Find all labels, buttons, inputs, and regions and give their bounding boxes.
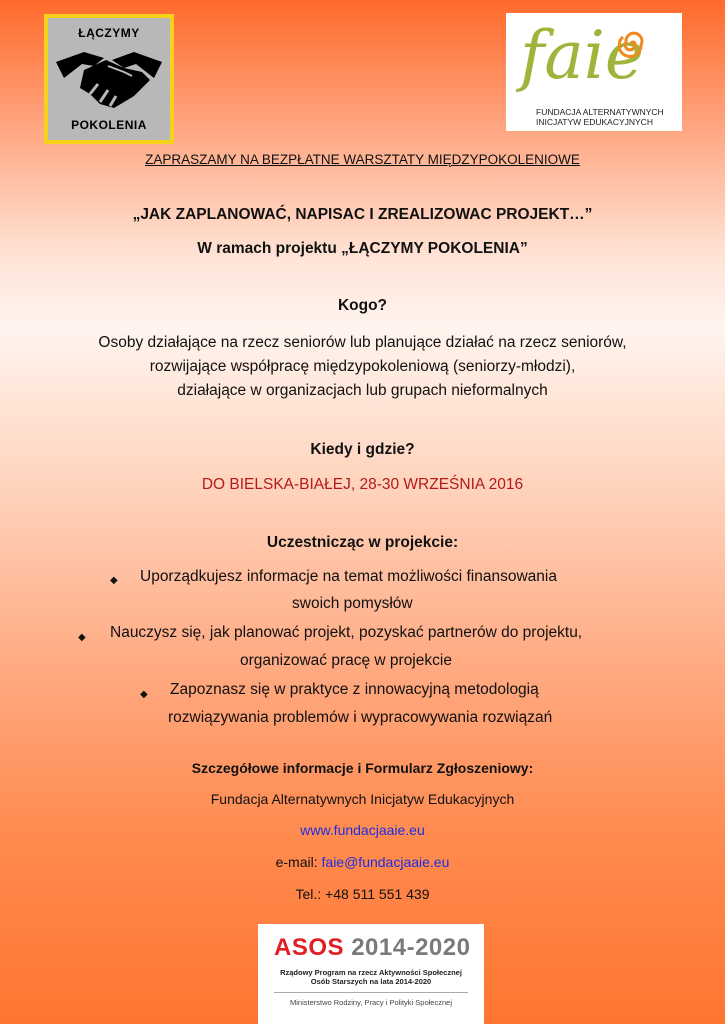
who-line: rozwijające współpracę międzypokoleniową (seniorzy-młodzi), xyxy=(149,358,576,375)
bullet-icon: ◆ xyxy=(110,575,118,586)
email-row xyxy=(0,854,725,870)
benefit-1-line-2: swoich pomysłów xyxy=(292,595,413,612)
contact-heading: Szczegółowe informacje i Formularz Zgłoszeniowy: xyxy=(191,760,534,776)
intro-text: ZAPRASZAMY NA BEZPŁATNE WARSZTATY MIĘDZYPOKOLENIOWE xyxy=(145,152,580,167)
asos-program-name xyxy=(258,968,484,986)
asos-ministry: Ministerstwo Rodziny, Pracy i Polityki Społecznej xyxy=(289,998,452,1007)
phone-number: Tel.: +48 511 551 439 xyxy=(295,886,430,902)
faie-logo-subtitle xyxy=(536,107,664,127)
handshake-icon xyxy=(54,44,164,116)
benefit-3-line-2: rozwiązywania problemów i wypracowywania rozwiązań xyxy=(168,709,553,726)
asos-title xyxy=(274,934,470,962)
website-link-row xyxy=(0,822,725,838)
who-line: Osoby działające na rzecz seniorów lub planujące działać na rzecz seniorów, xyxy=(98,334,627,351)
who-description xyxy=(0,331,725,403)
faie-subtitle-line-1: FUNDACJA ALTERNATYWNYCH xyxy=(536,107,664,117)
asos-divider xyxy=(274,992,468,993)
website-link[interactable]: www.fundacjaaie.eu xyxy=(300,822,425,838)
when-heading: Kiedy i gdzie? xyxy=(310,441,415,458)
spiral-icon xyxy=(618,29,648,59)
contact-organization: Fundacja Alternatywnych Inicjatyw Edukacyjnych xyxy=(210,791,515,807)
email-link[interactable]: faie@fundacjaaie.eu xyxy=(321,854,450,870)
benefit-1-line-1: Uporządkujesz informacje na temat możliwości finansowania xyxy=(140,568,557,585)
benefit-2-line-1: Nauczysz się, jak planować projekt, pozyskać partnerów do projektu, xyxy=(110,624,583,641)
project-subtitle: W ramach projektu „ŁĄCZYMY POKOLENIA” xyxy=(197,240,528,257)
asos-line-2: Osób Starszych na lata 2014-2020 xyxy=(310,977,432,986)
bullet-icon: ◆ xyxy=(140,689,148,700)
faie-subtitle-line-2: INICJATYW EDUKACYJNYCH xyxy=(536,117,653,127)
email-label: e-mail: xyxy=(275,854,322,870)
asos-years: 2014-2020 xyxy=(351,934,471,961)
when-value: DO BIELSKA-BIAŁEJ, 28-30 WRZEŚNIA 2016 xyxy=(201,476,524,493)
logo-left-bottom-text: POKOLENIA xyxy=(71,118,147,132)
asos-logo xyxy=(258,924,484,1024)
workshop-title: „JAK ZAPLANOWAĆ, NAPISAC I ZREALIZOWAC PROJEKT…” xyxy=(132,206,593,223)
asos-name: ASOS xyxy=(274,934,345,961)
who-heading: Kogo? xyxy=(337,297,388,314)
who-line: działające w organizacjach lub grupach nieformalnych xyxy=(177,382,548,399)
benefit-2-line-2: organizować pracę w projekcie xyxy=(240,652,452,669)
benefit-3-line-1: Zapoznasz się w praktyce z innowacyjną metodologią xyxy=(170,681,539,698)
logo-left-top-text: ŁĄCZYMY xyxy=(78,26,140,40)
laczymy-pokolenia-logo xyxy=(44,14,174,144)
benefits-heading: Uczestnicząc w projekcie: xyxy=(266,534,459,551)
asos-line-1: Rządowy Program na rzecz Aktywności Społecznej xyxy=(280,968,462,977)
bullet-icon: ◆ xyxy=(78,632,86,643)
faie-logo xyxy=(506,13,682,131)
faie-logo-text: faie xyxy=(520,17,644,94)
